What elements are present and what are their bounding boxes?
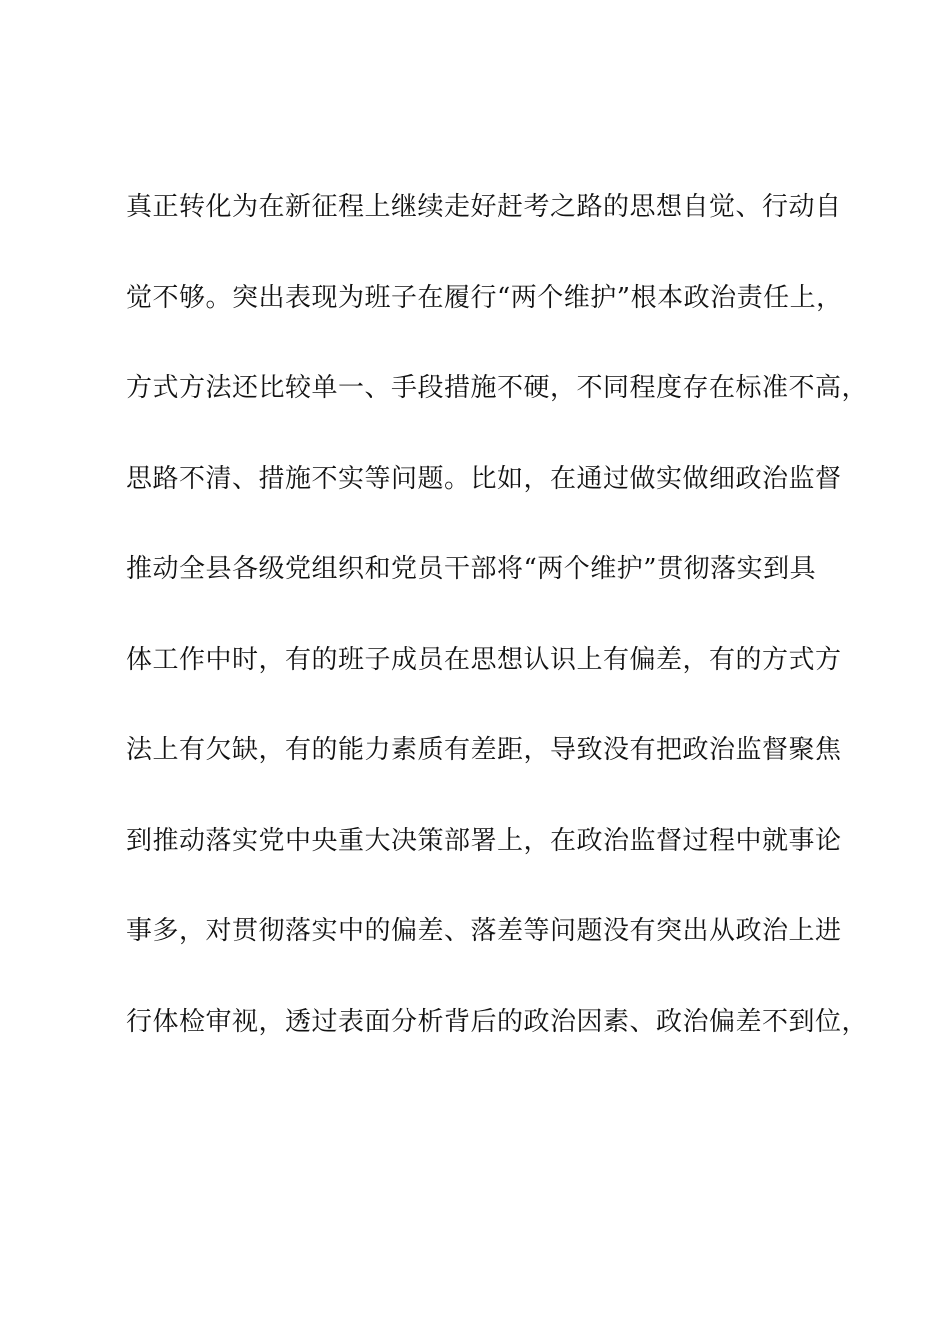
text-line-3: 方式方法还比较单一、手段措施不硬，不同程度存在标准不高，: [126, 373, 869, 403]
text-line-8: 到推动落实党中央重大决策部署上，在政治监督过程中就事论: [126, 825, 842, 856]
text-line-7: 法上有欠缺，有的能力素质有差距，导致没有把政治监督聚焦: [126, 735, 842, 765]
text-line-5: 推动全县各级党组织和党员干部将“两个维护”贯彻落实到具: [126, 554, 817, 584]
body-paragraph: [126, 183, 869, 1088]
text-line-1: 真正转化为在新征程上继续走好赶考之路的思想自觉、行动自: [126, 192, 842, 222]
text-line-2: 觉不够。突出表现为班子在履行“两个维护”根本政治责任上，: [126, 282, 843, 313]
text-line-10: 行体检审视，透过表面分析背后的政治因素、政治偏差不到位，: [126, 1006, 869, 1037]
text-line-6: 体工作中时，有的班子成员在思想认识上有偏差，有的方式方: [126, 644, 842, 675]
text-line-9: 事多，对贯彻落实中的偏差、落差等问题没有突出从政治上进: [126, 916, 842, 946]
text-line-4: 思路不清、措施不实等问题。比如，在通过做实做细政治监督: [126, 463, 842, 494]
